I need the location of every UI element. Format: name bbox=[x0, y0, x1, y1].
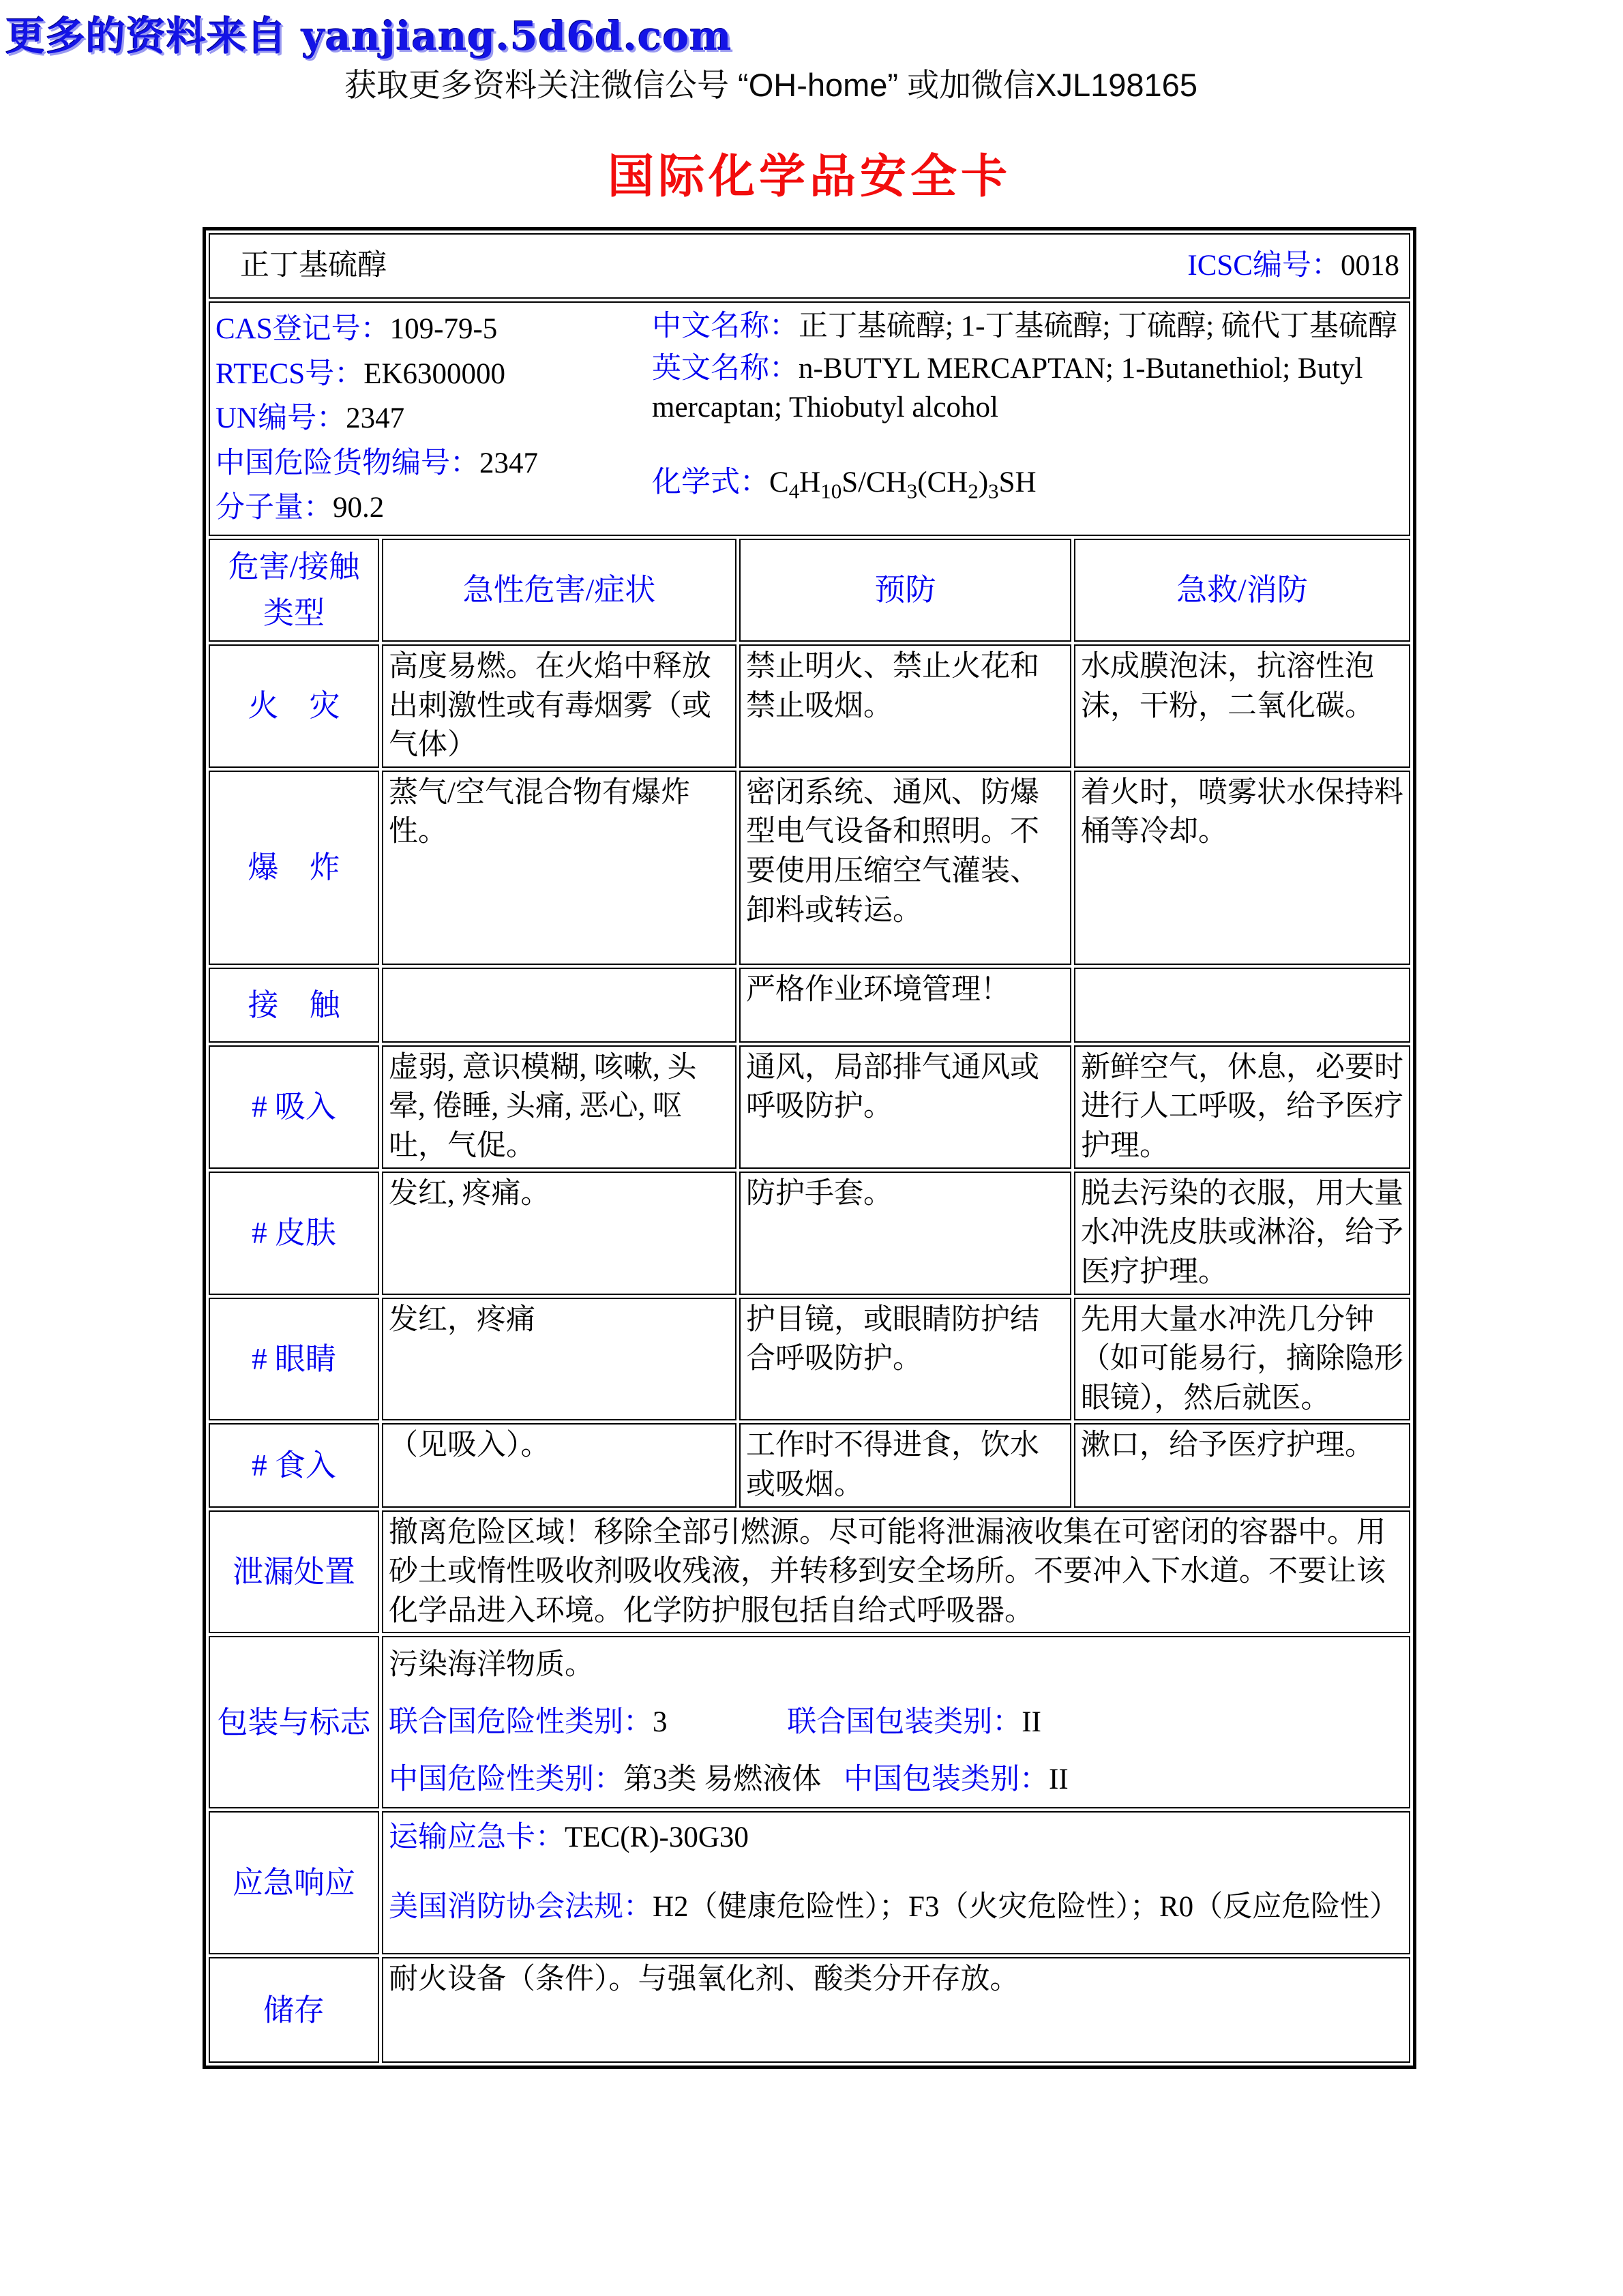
hazard-type-contact: 接 触 bbox=[209, 968, 379, 1043]
spillage-text: 撤离危险区域！移除全部引燃源。尽可能将泄漏液收集在可密闭的容器中。用砂土或惰性吸收剂吸收残液，并转移到安全场所。不要冲入下水道。不要让该化学品进入环境。化学防护服包括自给式呼吸器。 bbox=[382, 1510, 1410, 1634]
chemical-formula bbox=[652, 463, 1403, 505]
storage-label: 储存 bbox=[209, 1957, 379, 2063]
fire-prevention: 禁止明火、禁止火花和禁止吸烟。 bbox=[739, 644, 1071, 768]
skin-symptoms: 发红, 疼痛。 bbox=[382, 1172, 736, 1295]
un-pack-group-value: II bbox=[1022, 1706, 1041, 1739]
explosion-first-aid: 着火时，喷雾状水保持料桶等冷却。 bbox=[1074, 771, 1410, 965]
cas-number bbox=[215, 310, 652, 349]
transport-emergency-card bbox=[389, 1818, 1403, 1858]
storage-text: 耐火设备（条件）。与强氧化剂、酸类分开存放。 bbox=[382, 1957, 1410, 2063]
icsc-number bbox=[1187, 246, 1403, 286]
un-hazard-class-value: 3 bbox=[653, 1706, 668, 1739]
chinese-name-label: 中文名称： bbox=[652, 310, 799, 342]
emergency-content bbox=[382, 1811, 1410, 1954]
contact-symptoms bbox=[382, 968, 736, 1043]
un-hazard-class-label: 联合国危险性类别： bbox=[389, 1706, 653, 1739]
hazard-row-eyes bbox=[209, 1298, 1410, 1421]
rtecs-value: EK6300000 bbox=[363, 357, 506, 390]
cn-classification-line bbox=[389, 1760, 1403, 1800]
hazard-row-skin bbox=[209, 1172, 1410, 1295]
marine-pollutant-note: 污染海洋物质。 bbox=[389, 1649, 594, 1682]
chemical-formula-value: $C_4H_{10}S/CH_3(CH_2)_3SH$ bbox=[769, 466, 1037, 503]
icsc-card-table bbox=[203, 227, 1416, 2069]
hazard-row-inhalation bbox=[209, 1045, 1410, 1169]
china-dg-number bbox=[215, 444, 652, 483]
rtecs-label: RTECS号： bbox=[215, 357, 364, 390]
emergency-label: 应急响应 bbox=[209, 1811, 379, 1954]
cas-label: CAS登记号： bbox=[215, 313, 390, 345]
wechat-notice: 获取更多资料关注微信公号 “OH-home” 或加微信XJL198165 bbox=[344, 67, 1197, 103]
packaging-label: 包装与标志 bbox=[209, 1636, 379, 1808]
eyes-symptoms: 发红，疼痛 bbox=[382, 1298, 736, 1421]
hazard-row-contact bbox=[209, 968, 1410, 1043]
spillage-label: 泄漏处置 bbox=[209, 1510, 379, 1634]
english-name-value: n-BUTYL MERCAPTAN; 1-Butanethiol; Butyl mercaptan; Thiobutyl alcohol bbox=[652, 352, 1363, 424]
ingestion-symptoms: （见吸入）。 bbox=[382, 1423, 736, 1507]
cn-hazard-class-label: 中国危险性类别： bbox=[389, 1763, 623, 1795]
hazard-type-inhalation: # 吸入 bbox=[209, 1045, 379, 1169]
watermark-banner: 更多的资料来自 yanjiang.5d6d.com bbox=[5, 13, 732, 59]
fire-symptoms: 高度易燃。在火焰中释放出刺激性或有毒烟雾（或气体） bbox=[382, 644, 736, 768]
packaging-content bbox=[382, 1636, 1410, 1808]
contact-first-aid bbox=[1074, 968, 1410, 1043]
hazard-type-skin: # 皮肤 bbox=[209, 1172, 379, 1295]
inhalation-symptoms: 虚弱, 意识模糊, 咳嗽, 头晕, 倦睡, 头痛, 恶心, 呕吐，气促。 bbox=[382, 1045, 736, 1169]
eyes-prevention: 护目镜，或眼睛防护结合呼吸防护。 bbox=[739, 1298, 1071, 1421]
icsc-number-label: ICSC编号： bbox=[1187, 250, 1341, 282]
cas-value: 109-79-5 bbox=[389, 313, 498, 345]
emergency-row bbox=[209, 1811, 1410, 1954]
hazard-row-explosion bbox=[209, 771, 1410, 965]
china-dg-label: 中国危险货物编号： bbox=[215, 447, 479, 479]
substance-title-row bbox=[209, 233, 1410, 299]
page-title: 国际化学品安全卡 bbox=[607, 151, 1011, 203]
identification-names bbox=[652, 304, 1403, 533]
english-name-label: 英文名称： bbox=[652, 352, 799, 385]
hazard-header-row bbox=[209, 539, 1410, 642]
hazard-type-fire: 火 灾 bbox=[209, 644, 379, 768]
chinese-name-value: 正丁基硫醇; 1-丁基硫醇; 丁硫醇; 硫代丁基硫醇 bbox=[799, 310, 1397, 342]
storage-row bbox=[209, 1957, 1410, 2063]
header-first-aid: 急救/消防 bbox=[1074, 539, 1410, 642]
hazard-type-explosion: 爆 炸 bbox=[209, 771, 379, 965]
fire-first-aid: 水成膜泡沫，抗溶性泡沫，干粉，二氧化碳。 bbox=[1074, 644, 1410, 768]
molecular-weight-value: 90.2 bbox=[333, 492, 385, 524]
inhalation-prevention: 通风，局部排气通风或呼吸防护。 bbox=[739, 1045, 1071, 1169]
header-symptoms: 急性危害/症状 bbox=[382, 539, 736, 642]
hazard-row-ingestion bbox=[209, 1423, 1410, 1507]
skin-prevention: 防护手套。 bbox=[739, 1172, 1071, 1295]
rtecs-number bbox=[215, 355, 652, 394]
identification-numbers bbox=[215, 304, 652, 533]
cn-pack-group-label: 中国包装类别： bbox=[844, 1763, 1049, 1795]
molecular-weight-label: 分子量： bbox=[215, 492, 333, 524]
spillage-row bbox=[209, 1510, 1410, 1634]
chinese-name bbox=[652, 307, 1403, 346]
molecular-weight bbox=[215, 488, 652, 528]
icsc-number-value: 0018 bbox=[1341, 250, 1399, 282]
china-dg-value: 2347 bbox=[479, 447, 538, 479]
eyes-first-aid: 先用大量水冲洗几分钟（如可能易行，摘除隐形眼镜），然后就医。 bbox=[1074, 1298, 1410, 1421]
cn-hazard-class-value: 第3类 易燃液体 bbox=[623, 1763, 822, 1795]
hazard-row-fire bbox=[209, 644, 1410, 768]
un-classification-line bbox=[389, 1703, 1403, 1742]
tec-label: 运输应急卡： bbox=[389, 1821, 565, 1854]
english-name bbox=[652, 349, 1403, 428]
un-pack-group-label: 联合国包装类别： bbox=[787, 1706, 1022, 1739]
inhalation-first-aid: 新鲜空气，休息，必要时进行人工呼吸，给予医疗护理。 bbox=[1074, 1045, 1410, 1169]
un-number bbox=[215, 399, 652, 438]
explosion-prevention: 密闭系统、通风、防爆型电气设备和照明。不要使用压缩空气灌装、卸料或转运。 bbox=[739, 771, 1071, 965]
chemical-formula-label: 化学式： bbox=[652, 466, 769, 498]
ingestion-first-aid: 漱口，给予医疗护理。 bbox=[1074, 1423, 1410, 1507]
packaging-row bbox=[209, 1636, 1410, 1808]
hazard-type-eyes: # 眼睛 bbox=[209, 1298, 379, 1421]
substance-name: 正丁基硫醇 bbox=[240, 250, 387, 282]
un-label: UN编号： bbox=[215, 402, 346, 435]
nfpa-value: H2（健康危险性）；F3（火灾危险性）；R0（反应危险性） bbox=[653, 1890, 1399, 1923]
skin-first-aid: 脱去污染的衣服，用大量水冲洗皮肤或淋浴，给予医疗护理。 bbox=[1074, 1172, 1410, 1295]
ingestion-prevention: 工作时不得进食，饮水或吸烟。 bbox=[739, 1423, 1071, 1507]
explosion-symptoms: 蒸气/空气混合物有爆炸性。 bbox=[382, 771, 736, 965]
hazard-type-ingestion: # 食入 bbox=[209, 1423, 379, 1507]
header-prevention: 预防 bbox=[739, 539, 1071, 642]
tec-value: TEC(R)-30G30 bbox=[565, 1821, 749, 1854]
nfpa-code bbox=[389, 1888, 1403, 1927]
un-value: 2347 bbox=[346, 402, 405, 435]
contact-prevention: 严格作业环境管理！ bbox=[739, 968, 1071, 1043]
header-hazard-type: 危害/接触类型 bbox=[209, 539, 379, 642]
nfpa-label: 美国消防协会法规： bbox=[389, 1890, 653, 1923]
cn-pack-group-value: II bbox=[1049, 1763, 1069, 1795]
identification-row bbox=[209, 301, 1410, 536]
